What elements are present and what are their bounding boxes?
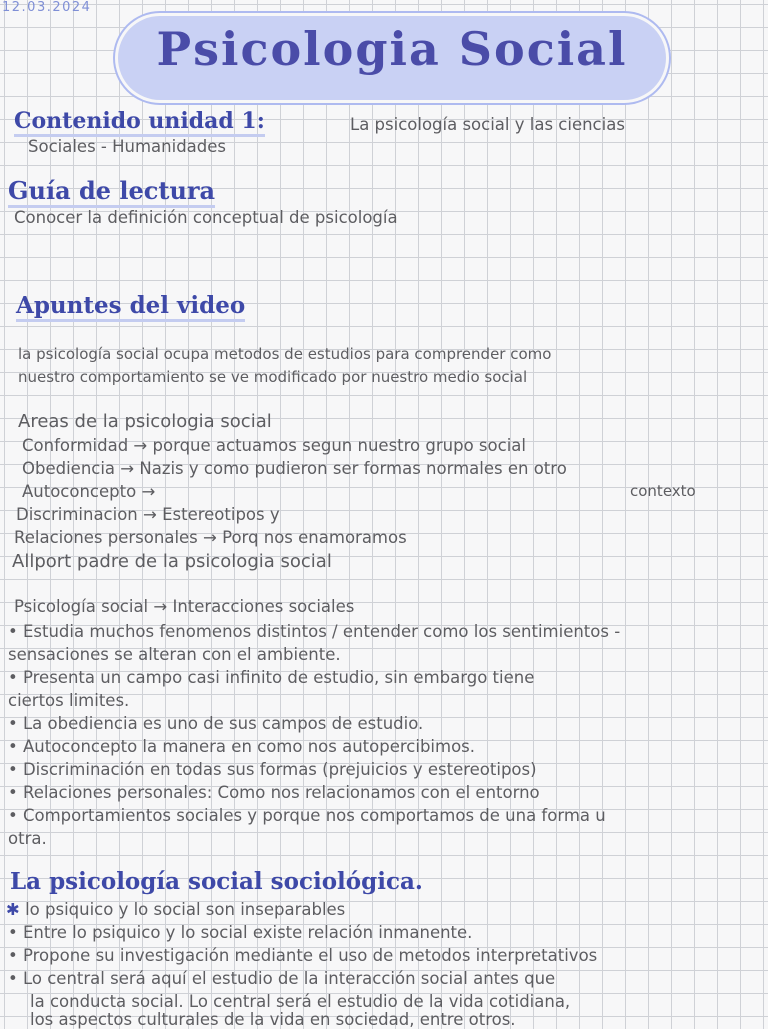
area-item: Autoconcepto → xyxy=(22,482,156,501)
apuntes-heading: Apuntes del video xyxy=(16,292,245,322)
note-bullet: otra. xyxy=(8,829,47,848)
note-bullet: • Relaciones personales: Como nos relacionamos con el entorno xyxy=(8,783,540,802)
area-item: Conformidad → porque actuamos segun nuestro grupo social xyxy=(22,436,526,455)
note-bullet: • Propone su investigación mediante el uso de metodos interpretativos xyxy=(8,946,598,965)
star-icon: ✱ xyxy=(6,900,20,919)
note-bullet: • Presenta un campo casi infinito de estudio, sin embargo tiene xyxy=(8,668,535,687)
area-item: Discriminacion → Estereotipos y xyxy=(16,505,280,524)
note-bullet: • La obediencia es uno de sus campos de estudio. xyxy=(8,714,424,733)
star-bullet-text: lo psiquico y lo social son inseparables xyxy=(25,900,346,919)
note-bullet: • Entre lo psiquico y lo social existe relación inmanente. xyxy=(8,923,473,942)
contenido-heading: Contenido unidad 1: xyxy=(14,108,265,137)
guia-text: Conocer la definición conceptual de psicología xyxy=(14,208,398,227)
note-bullet: ciertos limites. xyxy=(8,691,130,710)
apuntes-intro-line1: la psicología social ocupa metodos de estudios para comprender como xyxy=(18,345,552,363)
allport-line: Allport padre de la psicologia social xyxy=(12,551,332,572)
areas-title: Areas de la psicologia social xyxy=(18,411,272,432)
note-bullet: • Autoconcepto la manera en como nos autopercibimos. xyxy=(8,737,476,756)
note-bullet: • Estudia muchos fenomenos distintos / entender como los sentimientos - xyxy=(8,622,621,641)
note-bullet: • Comportamientos sociales y porque nos comportamos de una forma u xyxy=(8,806,606,825)
apuntes-intro-line2: nuestro comportamiento se ve modificado por nuestro medio social xyxy=(18,368,528,386)
date-label: 12.03.2024 xyxy=(2,0,92,15)
contenido-text-line2: Sociales - Humanidades xyxy=(28,137,227,156)
sociologica-heading: La psicología social sociológica. xyxy=(10,868,423,895)
area-item: Relaciones personales → Porq nos enamoramos xyxy=(14,528,407,547)
note-bullet: la conducta social. Lo central será el estudio de la vida cotidiana, xyxy=(30,992,571,1011)
note-bullet: sensaciones se alteran con el ambiente. xyxy=(8,645,341,664)
note-bullet: los aspectos culturales de la vida en sociedad, entre otros. xyxy=(30,1010,516,1029)
interactions-title: Psicología social → Interacciones sociales xyxy=(14,597,355,616)
note-bullet: • Discriminación en todas sus formas (prejuicios y estereotipos) xyxy=(8,760,537,779)
area-item-continuation: contexto xyxy=(630,482,696,500)
page-title: Psicologia Social xyxy=(156,22,628,76)
star-bullet-item xyxy=(6,900,345,919)
guia-heading: Guía de lectura xyxy=(8,176,215,208)
note-bullet: • Lo central será aquí el estudio de la interacción social antes que xyxy=(8,969,556,988)
area-item: Obediencia → Nazis y como pudieron ser formas normales en otro xyxy=(22,459,567,478)
contenido-text-line1: La psicología social y las ciencias xyxy=(350,115,625,134)
